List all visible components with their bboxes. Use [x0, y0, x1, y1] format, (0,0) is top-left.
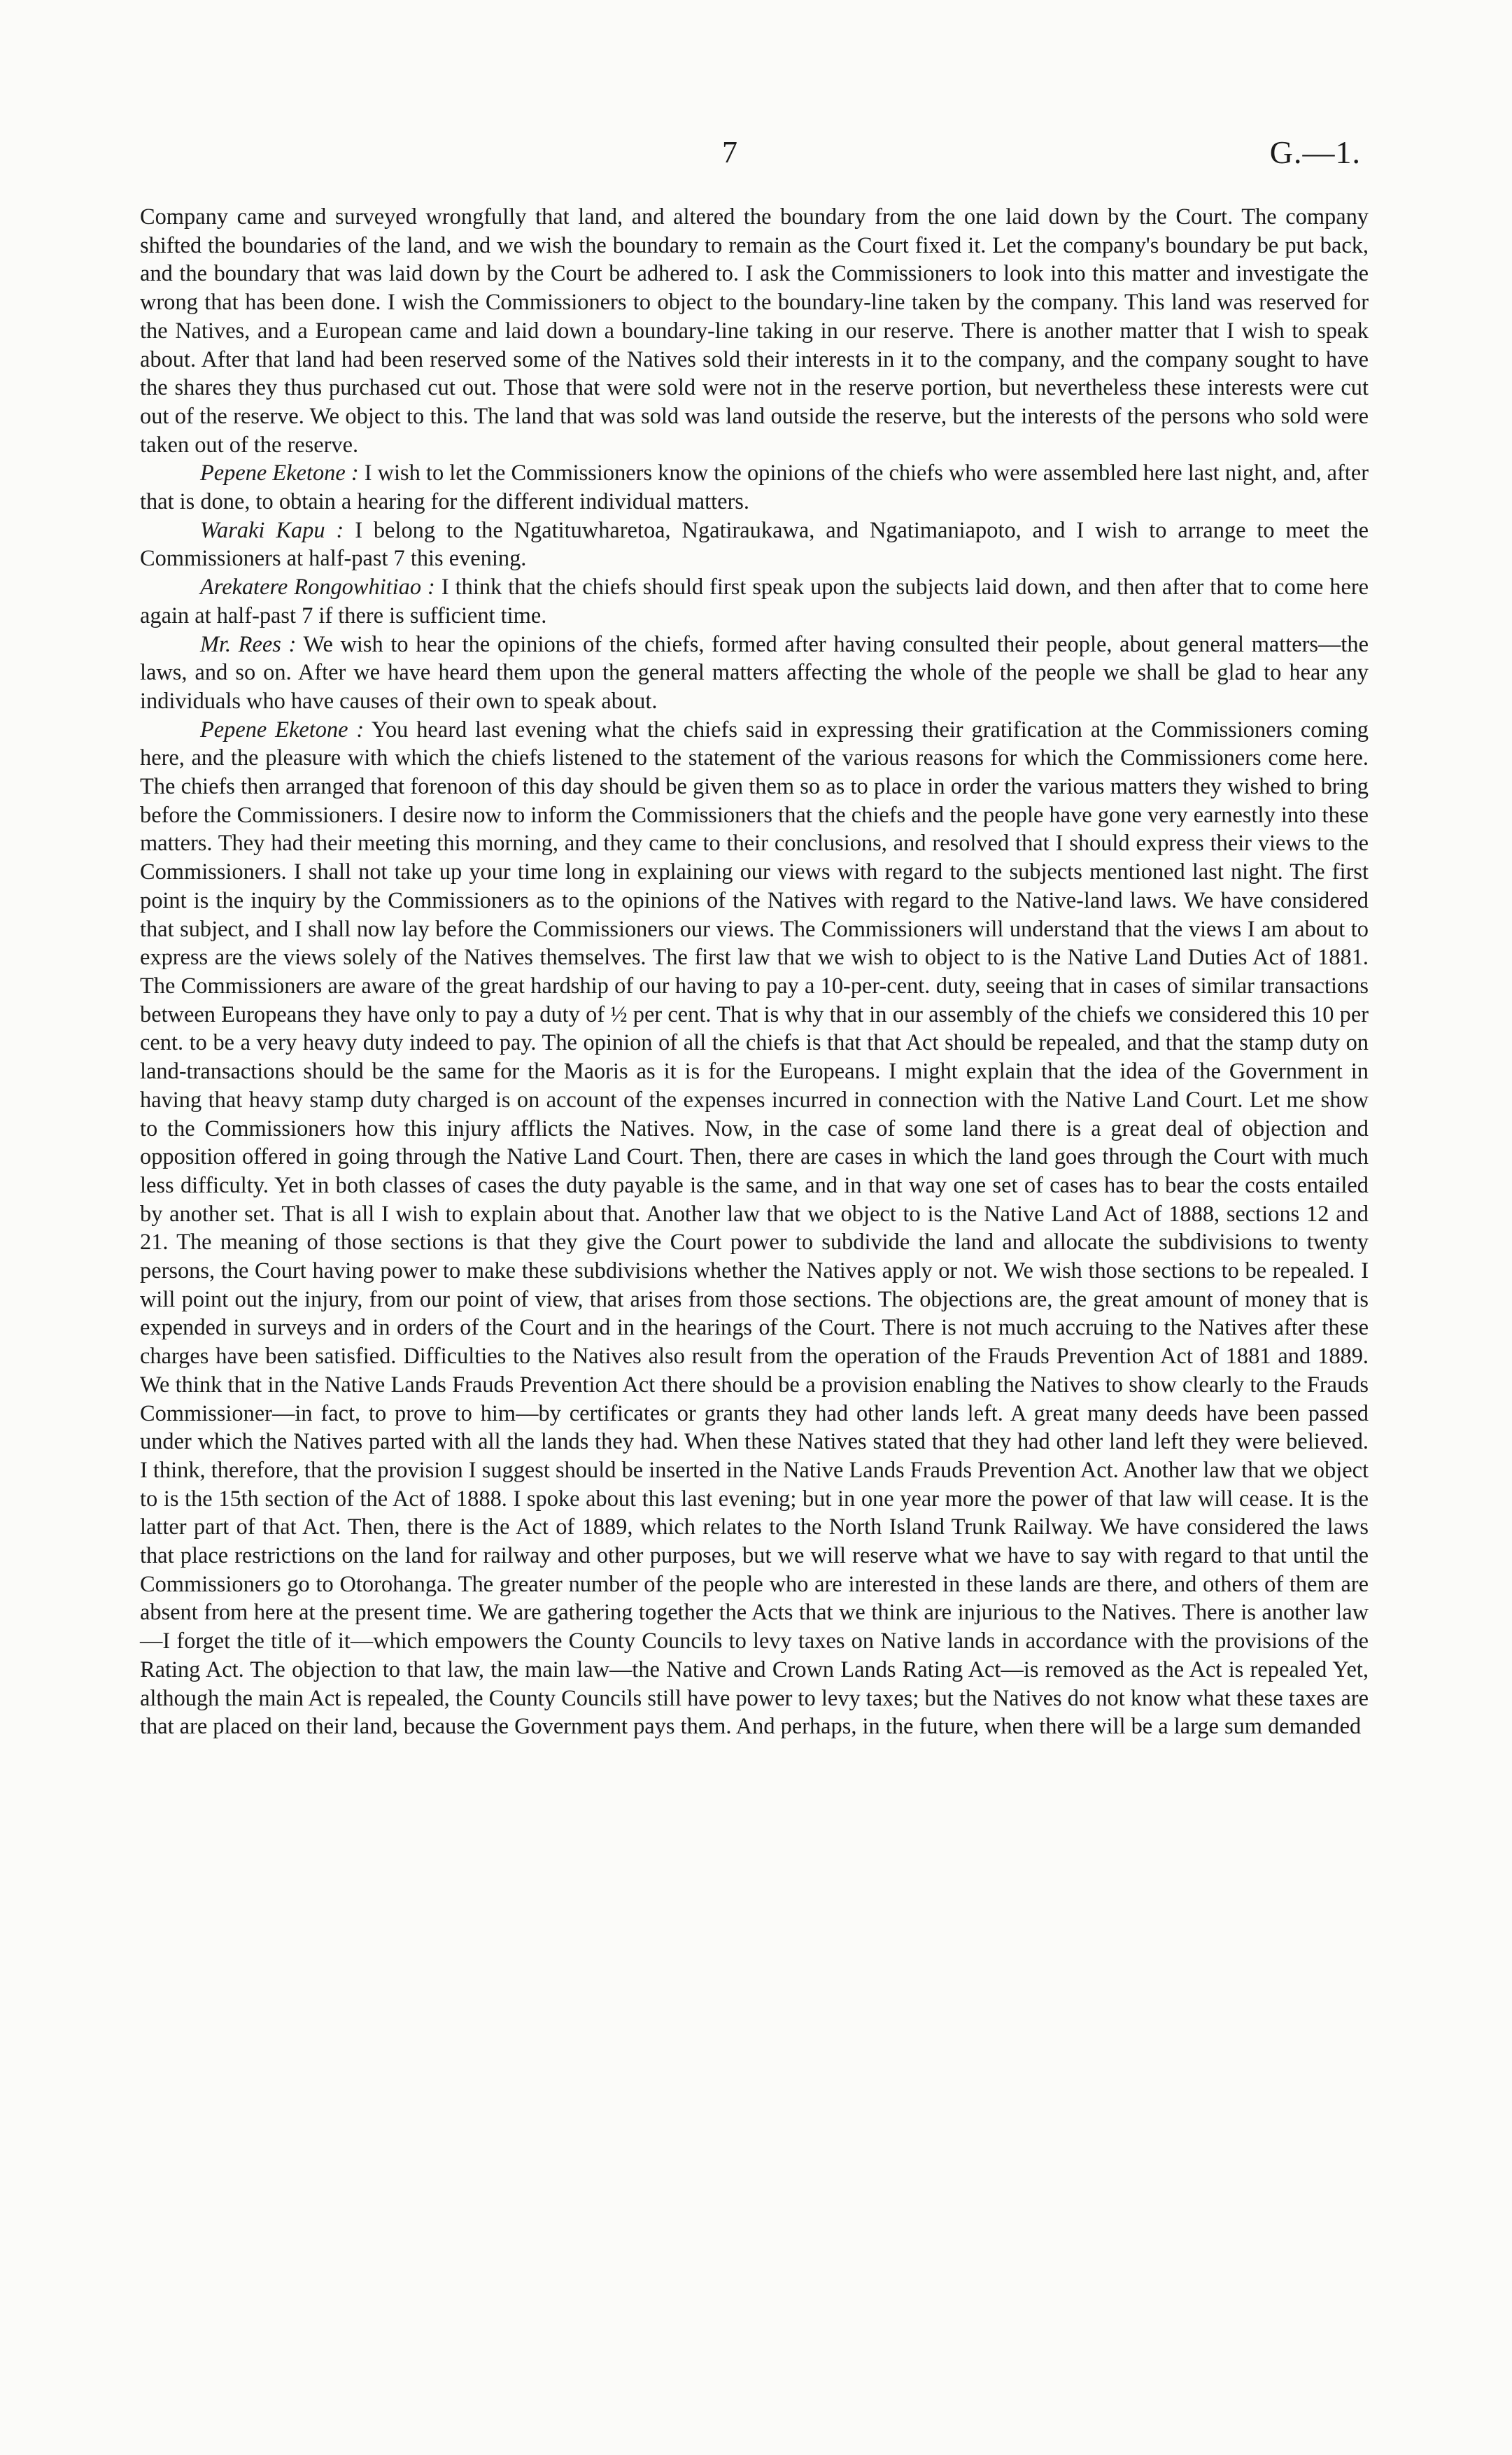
paragraph-pepene-eketone-2	[140, 716, 1369, 1741]
paragraph-text: You heard last evening what the chiefs said in expressing their gratification at the Commissioners coming here, and the pleasure with which the chiefs listened to the statement of the various reasons for which the Commissioners come here. The chiefs then arranged that forenoon of this day should be given them so as to place in order the various matters they wished to bring before the Commissioners. I desire now to inform the Commissioners that the chiefs and the people have gone very earnestly into these matters. They had their meeting this morning, and they came to their conclusions, and resolved that I should express their views to the Commissioners. I shall not take up your time long in explaining our views with regard to the subjects mentioned last night. The first point is the inquiry by the Commissioners as to the opinions of the Natives with regard to the Native-land laws. We have considered that subject, and I shall now lay before the Commissioners our views. The Commissioners will understand that the views I am about to express are the views solely of the Natives themselves. The first law that we wish to object to is the Native Land Duties Act of 1881. The Commissioners are aware of the great hardship of our having to pay a 10-per-cent. duty, seeing that in cases of similar transactions between Europeans they have only to pay a duty of ½ per cent. That is why that in our assembly of the chiefs we considered this 10 per cent. to be a very heavy duty indeed to pay. The opinion of all the chiefs is that that Act should be repealed, and that the stamp duty on land-transactions should be the same for the Maoris as it is for the Europeans. I might explain that the idea of the Government in having that heavy stamp duty charged is on account of the expenses incurred in connection with the Native Land Court. Let me show to the Commissioners how this injury afflicts the Natives. Now, in the case of some land there is a great deal of objection and opposition offered in going through the Native Land Court. Then, there are cases in which the land goes through the Court with much less difficulty. Yet in both classes of cases the duty payable is the same, and in that way one set of cases has to bear the costs entailed by another set. That is all I wish to explain about that. Another law that we object to is the Native Land Act of 1888, sections 12 and 21. The meaning of those sections is that they give the Court power to subdivide the land and allocate the subdivisions to twenty persons, the Court having power to make these subdivisions whether the Natives apply or not. We wish those sections to be repealed. I will point out the injury, from our point of view, that arises from those sections. The objections are, the great amount of money that is expended in surveys and in orders of the Court and in the hearings of the Court. There is not much accruing to the Natives after these charges have been satisfied. Difficulties to the Natives also result from the operation of the Frauds Prevention Act of 1881 and 1889. We think that in the Native Lands Frauds Prevention Act there should be a provision enabling the Natives to show clearly to the Frauds Commissioner—in fact, to prove to him—by certificates or grants they had other lands left. A great many deeds have been passed under which the Natives parted with all the lands they had. When these Natives stated that they had other land left they were believed. I think, therefore, that the provision I suggest should be inserted in the Native Lands Frauds Prevention Act. Another law that we object to is the 15th section of the Act of 1888. I spoke about this last evening; but in one year more the power of that law will cease. It is the latter part of that Act. Then, there is the Act of 1889, which relates to the North Island Trunk Railway. We have considered the laws that place restrictions on the land for railway and other purposes, but we will reserve what we have to say with regard to that until the Commissioners go to Otorohanga. The greater number of the people who are interested in these lands are there, and others of them are absent from here at the present time. We are gathering together the Acts that we think are injurious to the Natives. There is another law—I forget the title of it—which empowers the County Councils to levy taxes on Native lands in accordance with the provisions of the Rating Act. The objection to that law, the main law—the Native and Crown Lands Rating Act—is removed as the Act is repealed Yet, although the main Act is repealed, the County Councils still have power to levy taxes; but the Natives do not know what these taxes are that are placed on their land, because the Government pays them. And perhaps, in the future, when there will be a large sum demanded	[140, 717, 1369, 1740]
paragraph-pepene-eketone-1	[140, 459, 1369, 516]
speaker-name: Pepene Eketone :	[200, 717, 365, 743]
paragraph-mr-rees	[140, 631, 1369, 716]
page-number: 7	[722, 135, 737, 169]
speaker-name: Pepene Eketone :	[200, 460, 359, 486]
paragraph-text: We wish to hear the opinions of the chiefs, formed after having consulted their people, about general matters—the laws, and so on. After we have heard them upon the general matters affecting the whole of the people we shall be glad to hear any individuals who have causes of their own to speak about.	[140, 631, 1369, 714]
document-reference: G.—1.	[1269, 134, 1361, 170]
paragraph-text: I belong to the Ngatituwharetoa, Ngatiraukawa, and Ngatimaniapoto, and I wish to arrange to meet the Commissioners at half-past 7 this evening.	[140, 517, 1369, 572]
speaker-name: Arekatere Rongowhitiao :	[200, 575, 435, 600]
paragraph-waraki-kapu	[140, 516, 1369, 573]
speaker-name: Waraki Kapu :	[200, 517, 344, 543]
paragraph-continuation	[140, 203, 1369, 459]
body-text	[140, 203, 1369, 1741]
paragraph-text: I wish to let the Commissioners know the opinions of the chiefs who were assembled here last night, and, after that is done, to obtain a hearing for the different individual matters.	[140, 460, 1369, 515]
paragraph-arekatere-rongowhitiao	[140, 573, 1369, 630]
paragraph-text: Company came and surveyed wrongfully that land, and altered the boundary from the one laid down by the Court. The company shifted the boundaries of the land, and we wish the boundary to remain as the Court fixed it. Let the company's boundary be put back, and the boundary that was laid down by the Court be adhered to. I ask the Commissioners to look into this matter and investigate the wrong that has been done. I wish the Commissioners to object to the boundary-line taken by the company. This land was reserved for the Natives, and a European came and laid down a boundary-line taking in our reserve. There is another matter that I wish to speak about. After that land had been reserved some of the Natives sold their interests in it to the company, and the company sought to have the shares they thus purchased cut out. Those that were sold were not in the reserve portion, but nevertheless these interests were cut out of the reserve. We object to this. The land that was sold was land outside the reserve, but the interests of the persons who sold were taken out of the reserve.	[140, 204, 1369, 458]
page-header	[0, 132, 1512, 181]
paragraph-text: I think that the chiefs should first speak upon the subjects laid down, and then after that to come here again at half-past 7 if there is sufficient time.	[140, 575, 1369, 628]
speaker-name: Mr. Rees :	[200, 631, 297, 657]
